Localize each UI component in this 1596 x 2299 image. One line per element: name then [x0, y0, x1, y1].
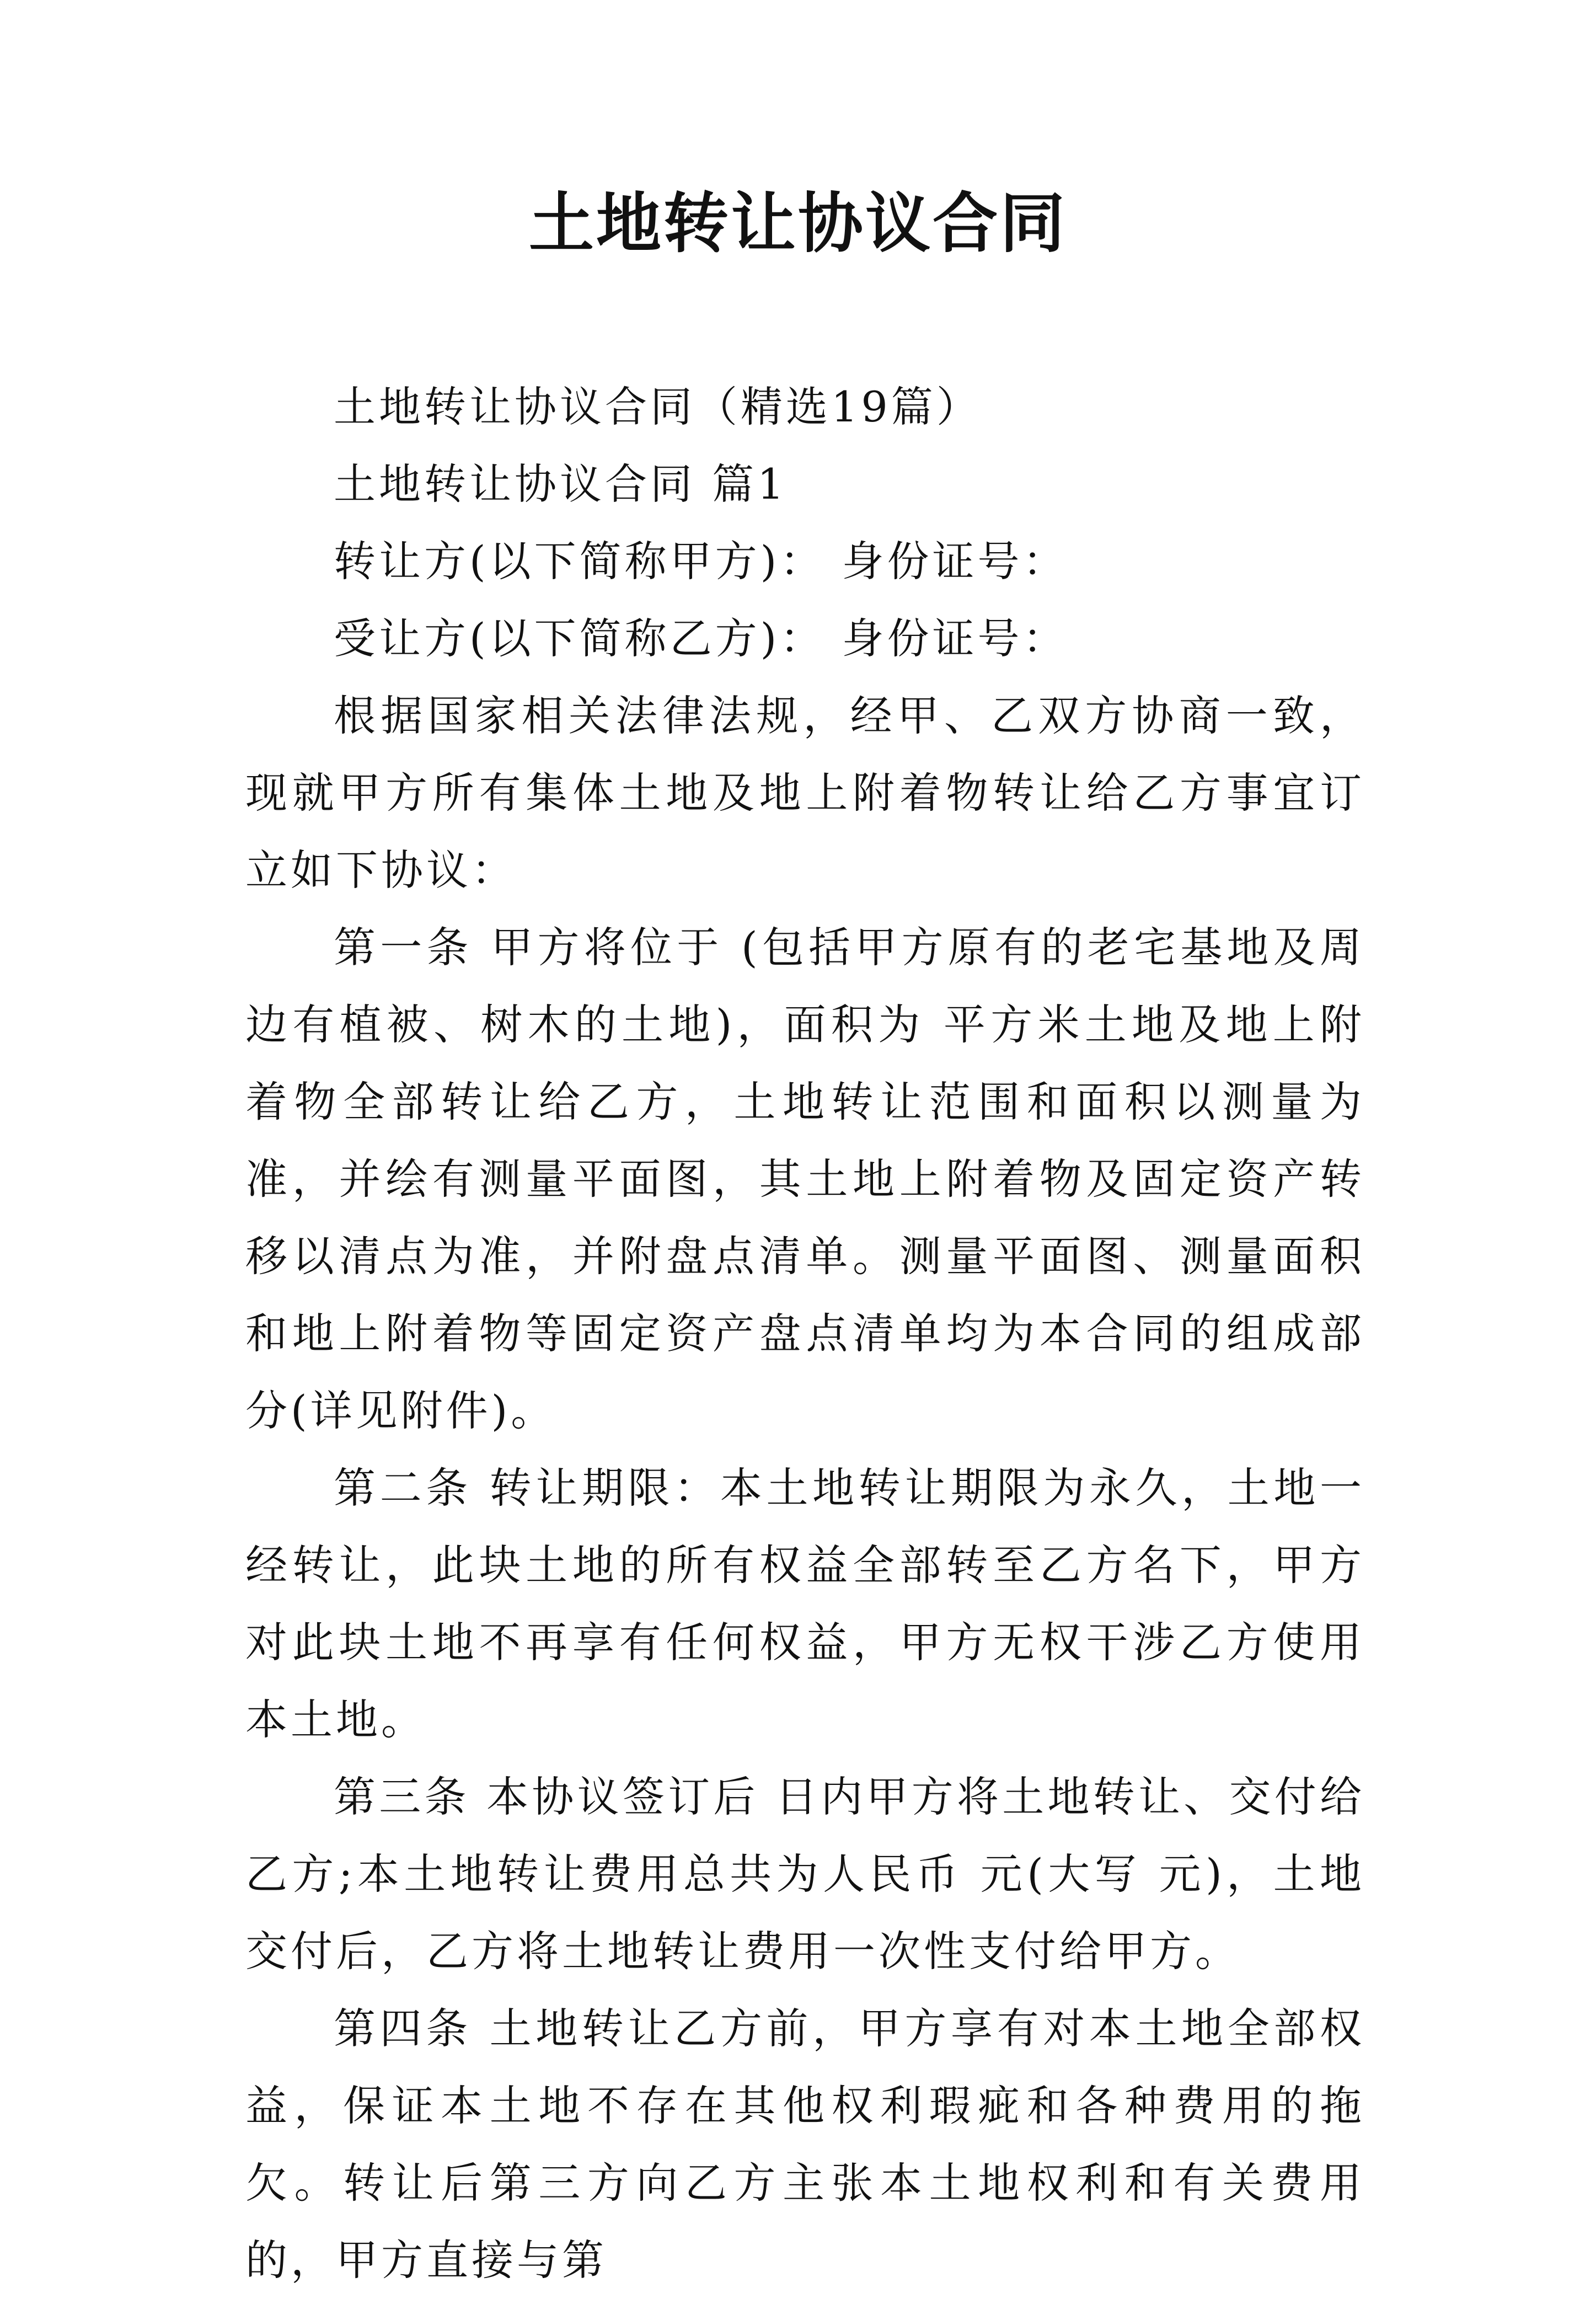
- paragraph-party-b: 受让方(以下简称乙方)： 身份证号：: [334, 614, 1068, 663]
- paragraph-article-2: 第二条 转让期限：本土地转让期限为永久，土地一经转让，此块土地的所有权益全部转至乙方名下，甲方对此块土地不再享有任何权益，甲方无权干涉乙方使用本土地。: [245, 1463, 1365, 1744]
- document-body: [245, 368, 1365, 2299]
- paragraph-subtitle: 土地转让协议合同（精选19篇）: [334, 382, 982, 431]
- paragraph-article-3: 第三条 本协议签订后 日内甲方将土地转让、交付给乙方;本土地转让费用总共为人民币 元(大写 元)，土地交付后，乙方将土地转让费用一次性支付给甲方。: [245, 1772, 1365, 1976]
- paragraph-article-4: 第四条 土地转让乙方前，甲方享有对本土地全部权益，保证本土地不存在其他权利瑕疵和各种费用的拖欠。转让后第三方向乙方主张本土地权利和有关费用的，甲方直接与第: [245, 2004, 1365, 2285]
- paragraph-section-heading: 土地转让协议合同 篇1: [334, 459, 788, 509]
- document-title: 土地转让协议合同: [528, 185, 1067, 261]
- paragraph-preamble: 根据国家相关法律法规，经甲、乙双方协商一致，现就甲方所有集体土地及地上附着物转让给乙方事宜订立如下协议：: [245, 691, 1365, 895]
- paragraph-party-a: 转让方(以下简称甲方)： 身份证号：: [334, 537, 1068, 586]
- paragraph-article-1: 第一条 甲方将位于 (包括甲方原有的老宅基地及周边有植被、树木的土地)，面积为 平方米土地及地上附着物全部转让给乙方，土地转让范围和面积以测量为准，并绘有测量平面图，其土地上附着物及固定资产转移以清点为准，并附盘点清单。测量平面图、测量面积和地上附着物等固定资产盘点清单均为本合同的组成部分(详见附件)。: [245, 923, 1365, 1435]
